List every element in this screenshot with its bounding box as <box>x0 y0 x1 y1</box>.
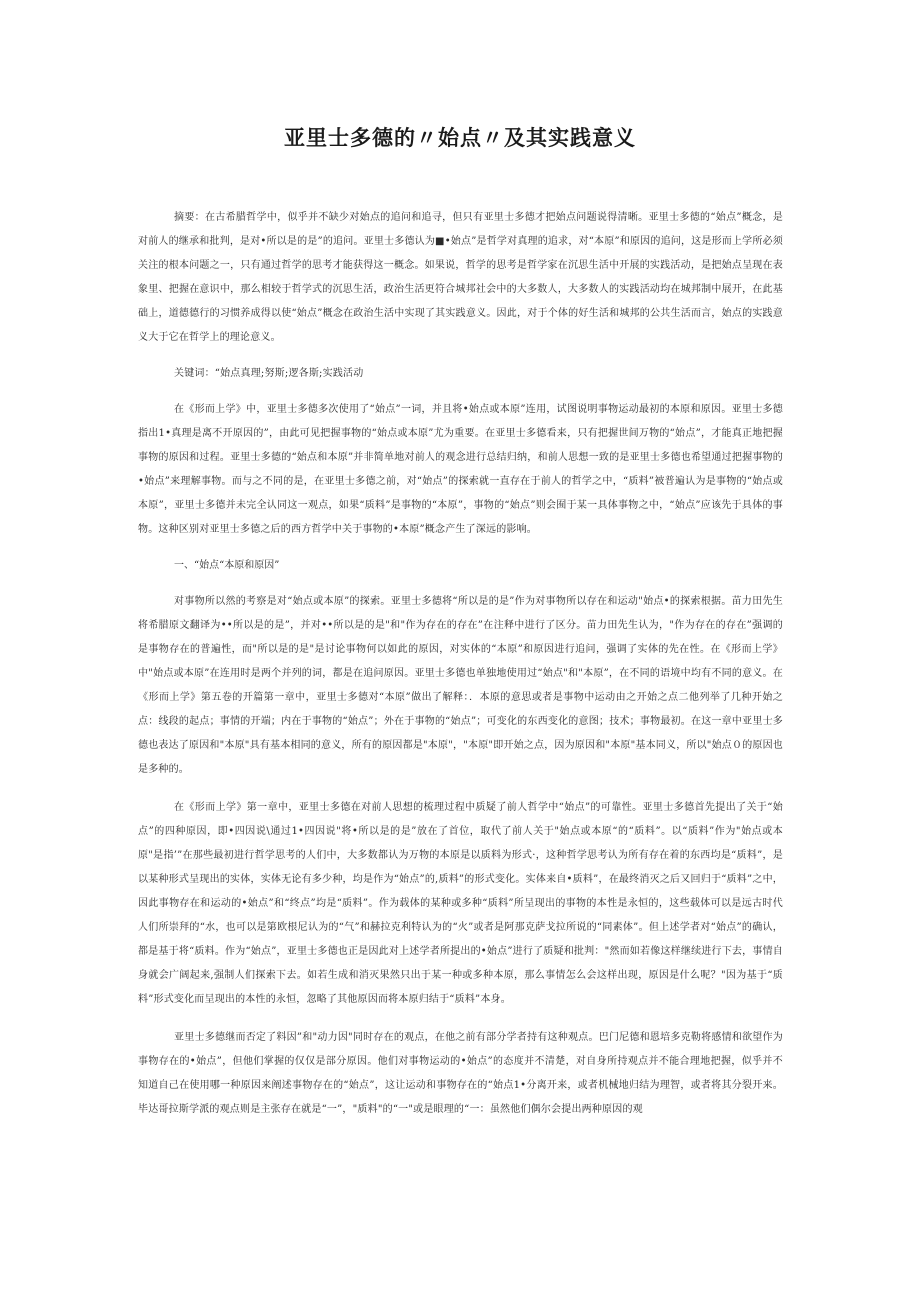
body-paragraph: 亚里士多德继而否定了料因”和"动力因"同时存在的观点，在他之前有部分学者持有这种观点。巴门尼德和恩培多克勒将感情和欲望作为事物存在的•始点”，但他们掌握的仅仅是部分原因。他们对事物运动的•始点”的态度并不清楚，对自身所持观点并不能合理地把握，似乎并不知道自己在使用哪一种原因来阐述事物存在的“始点”，这让运动和事物存在的“始点1•分离开来，或者机械地归结为理智，或者将其分裂开来。毕达哥拉斯学派的观点则是主张存在就是“一”，"质料"的“一"或是眼理的“一：虽然他们偶尔会提出两种原因的观 <box>138 1032 783 1115</box>
intro-paragraph: 在《形而上学》中，亚里士多德多次使用了“始点”一词，并且将•始点或本原”连用，试图说明事物运动最初的本原和原因。亚里士多德指出1•真理是离不开原因的”，由此可见把握事物的“始点或本原”尤为重要。在亚里士多德看来，只有把握世间万物的“始点”，才能真正地把握事物的原因和过程。亚里士多德的“始点和本原”并非简单地对前人的观念进行总结归纳，和前人思想一致的是亚里士多德也希望通过把握事物的•始点”来理解事物。而与之不同的是，在亚里士多德之前，对“始点”的探索就一直存在于前人的哲学之中，“质料”被普遍认为是事物的“始点或本原”，亚里士多德并未完全认同这一观点，如果“质料”是事物的“本原”，事物的“始点”则会囿于某一具体事物之中，“始点”应该先于具体的事物。这种区别对亚里士多德之后的西方哲学中关于事物的•本原”概念产生了深远的影响。 <box>138 404 783 535</box>
spacer <box>138 1012 783 1026</box>
paper-title: 亚里士多德的〃始点〃及其实践意义 <box>284 126 636 150</box>
body-paragraph: 对事物所以然的考察是对“始点或本原”的探索。亚里士多德将“所以是的是”作为对事物所以存在和运动"始点•的探索根据。苗力田先生将希腊原文翻译为••所以是的是”，并对••所以是的是"和"作为存在的存在”在注释中进行了区分。苗力田先生认为，"作为存在的存在”强调的是事物存在的普遍性，而"所以是的是"是讨论事物何以如此的原因，对实体的“本原”和原因进行追问，强调了实体的先在性。在《形而上学》中"始点或本原”在连用时是两个并列的词，都是在追问原因。亚里士多德也单独地使用过“始点"和"本原”，在不同的语境中均有不同的意义。在《形而上学》第五卷的开篇第一章中，亚里士多德对“本原”做出了解释：．本原的意思或者是事物中运动由之开始之点二他列举了几种开始之点：线段的起点；事情的开端；内在于事物的“始点”；外在于事物的“始点”；可变化的东西变化的意图；技术；事物最初。在这一章中亚里士多德也表达了原因和"本原"具有基本相同的意义，所有的原因都是"本原"，"本原"即开始之点，因为原因和"本原"基本同义，所以"始点０的原因也是多种的。 <box>138 596 783 775</box>
paper-body <box>138 206 783 1122</box>
abstract-paragraph: 摘要：在古希腊哲学中，似乎并不缺少对始点的追问和追寻，但只有亚里士多德才把始点问题说得清晰。亚里士多德的“始点”概念，是对前人的继承和批判，是对•所以是的是”的追问。亚里士多德认为■•始点”是哲学对真理的追求，对“本原”和原因的追问，这是形而上学所必须关注的根本问题之一，只有通过哲学的思考才能获得这一概念。如果说，哲学的思考是哲学家在沉思生活中开展的实践活动，是把始点呈现在表象里、把握在意识中，那么相较于哲学式的沉思生活，政治生活更符合城邦社会中的大多数人，大多数人的实践活动均在城邦制中展开，在此基础上，道德德行的习惯养成得以使“始点”概念在政治生活中实现了其实践意义。因此，对于个体的好生活和城邦的公共生活而言，始点的实践意义大于它在哲学上的理论意义。 <box>138 212 783 343</box>
section-heading: 一、“始点“本原和原因” <box>174 560 280 571</box>
body-paragraph: 在《形而上学》第一章中，亚里士多德在对前人思想的梳理过程中质疑了前人哲学中“始点”的可靠性。亚里士多德首先提出了关于“始点”的四种原因，即•四因说\通过1•四因说"将•所以是的是”放在了首位，取代了前人关于"始点或本原“的“质料”。以“质料”作为"始点或本原"是指’”在那些最初进行哲学思考的人们中，大多数都认为万物的本原是以质料为形式·，这种哲学思考认为所有存在着的东西均是“质料”，是以某种形式呈现出的实体，实体无论有多少种，均是作为“始点”的,质料”的形式变化。实体来自•质料”，在最终消灭之后又回归于“质料”之中，因此事物存在和运动的•始点”和“终点”均是“质料”。作为载体的某种或多种“质料”所呈现出的事物的本性是永恒的，这些载体可以是远古时代人们所崇拜的“水，也可以是第欧根尼认为的“气”和赫拉克利特认为的“火”或者是阿那克萨戈拉所说的“同素体”。但上述学者对“始点”的确认，都是基于将“质料。作为“始点”，亚里士多德也正是因此对上述学者所提出的•始点”进行了质疑和批判："然而如若像这样继续进行下去，事情自身就会广阔起来,强制人们探索下去。如若生成和消灭果然只出于某一种或多种本原，那么事情怎么会这样出现，原因是什么呢？"因为基于“质料”形式变化而呈现出的本性的永恒，忽略了其他原因而将本原归结于“质料”本身。 <box>138 802 783 1005</box>
spacer <box>138 386 783 398</box>
spacer <box>138 782 783 796</box>
spacer <box>138 350 783 362</box>
keywords-line: 关键词：“始点真理;努斯;逻各斯;实践活动 <box>174 368 364 379</box>
spacer <box>138 542 783 554</box>
spacer <box>138 578 783 590</box>
